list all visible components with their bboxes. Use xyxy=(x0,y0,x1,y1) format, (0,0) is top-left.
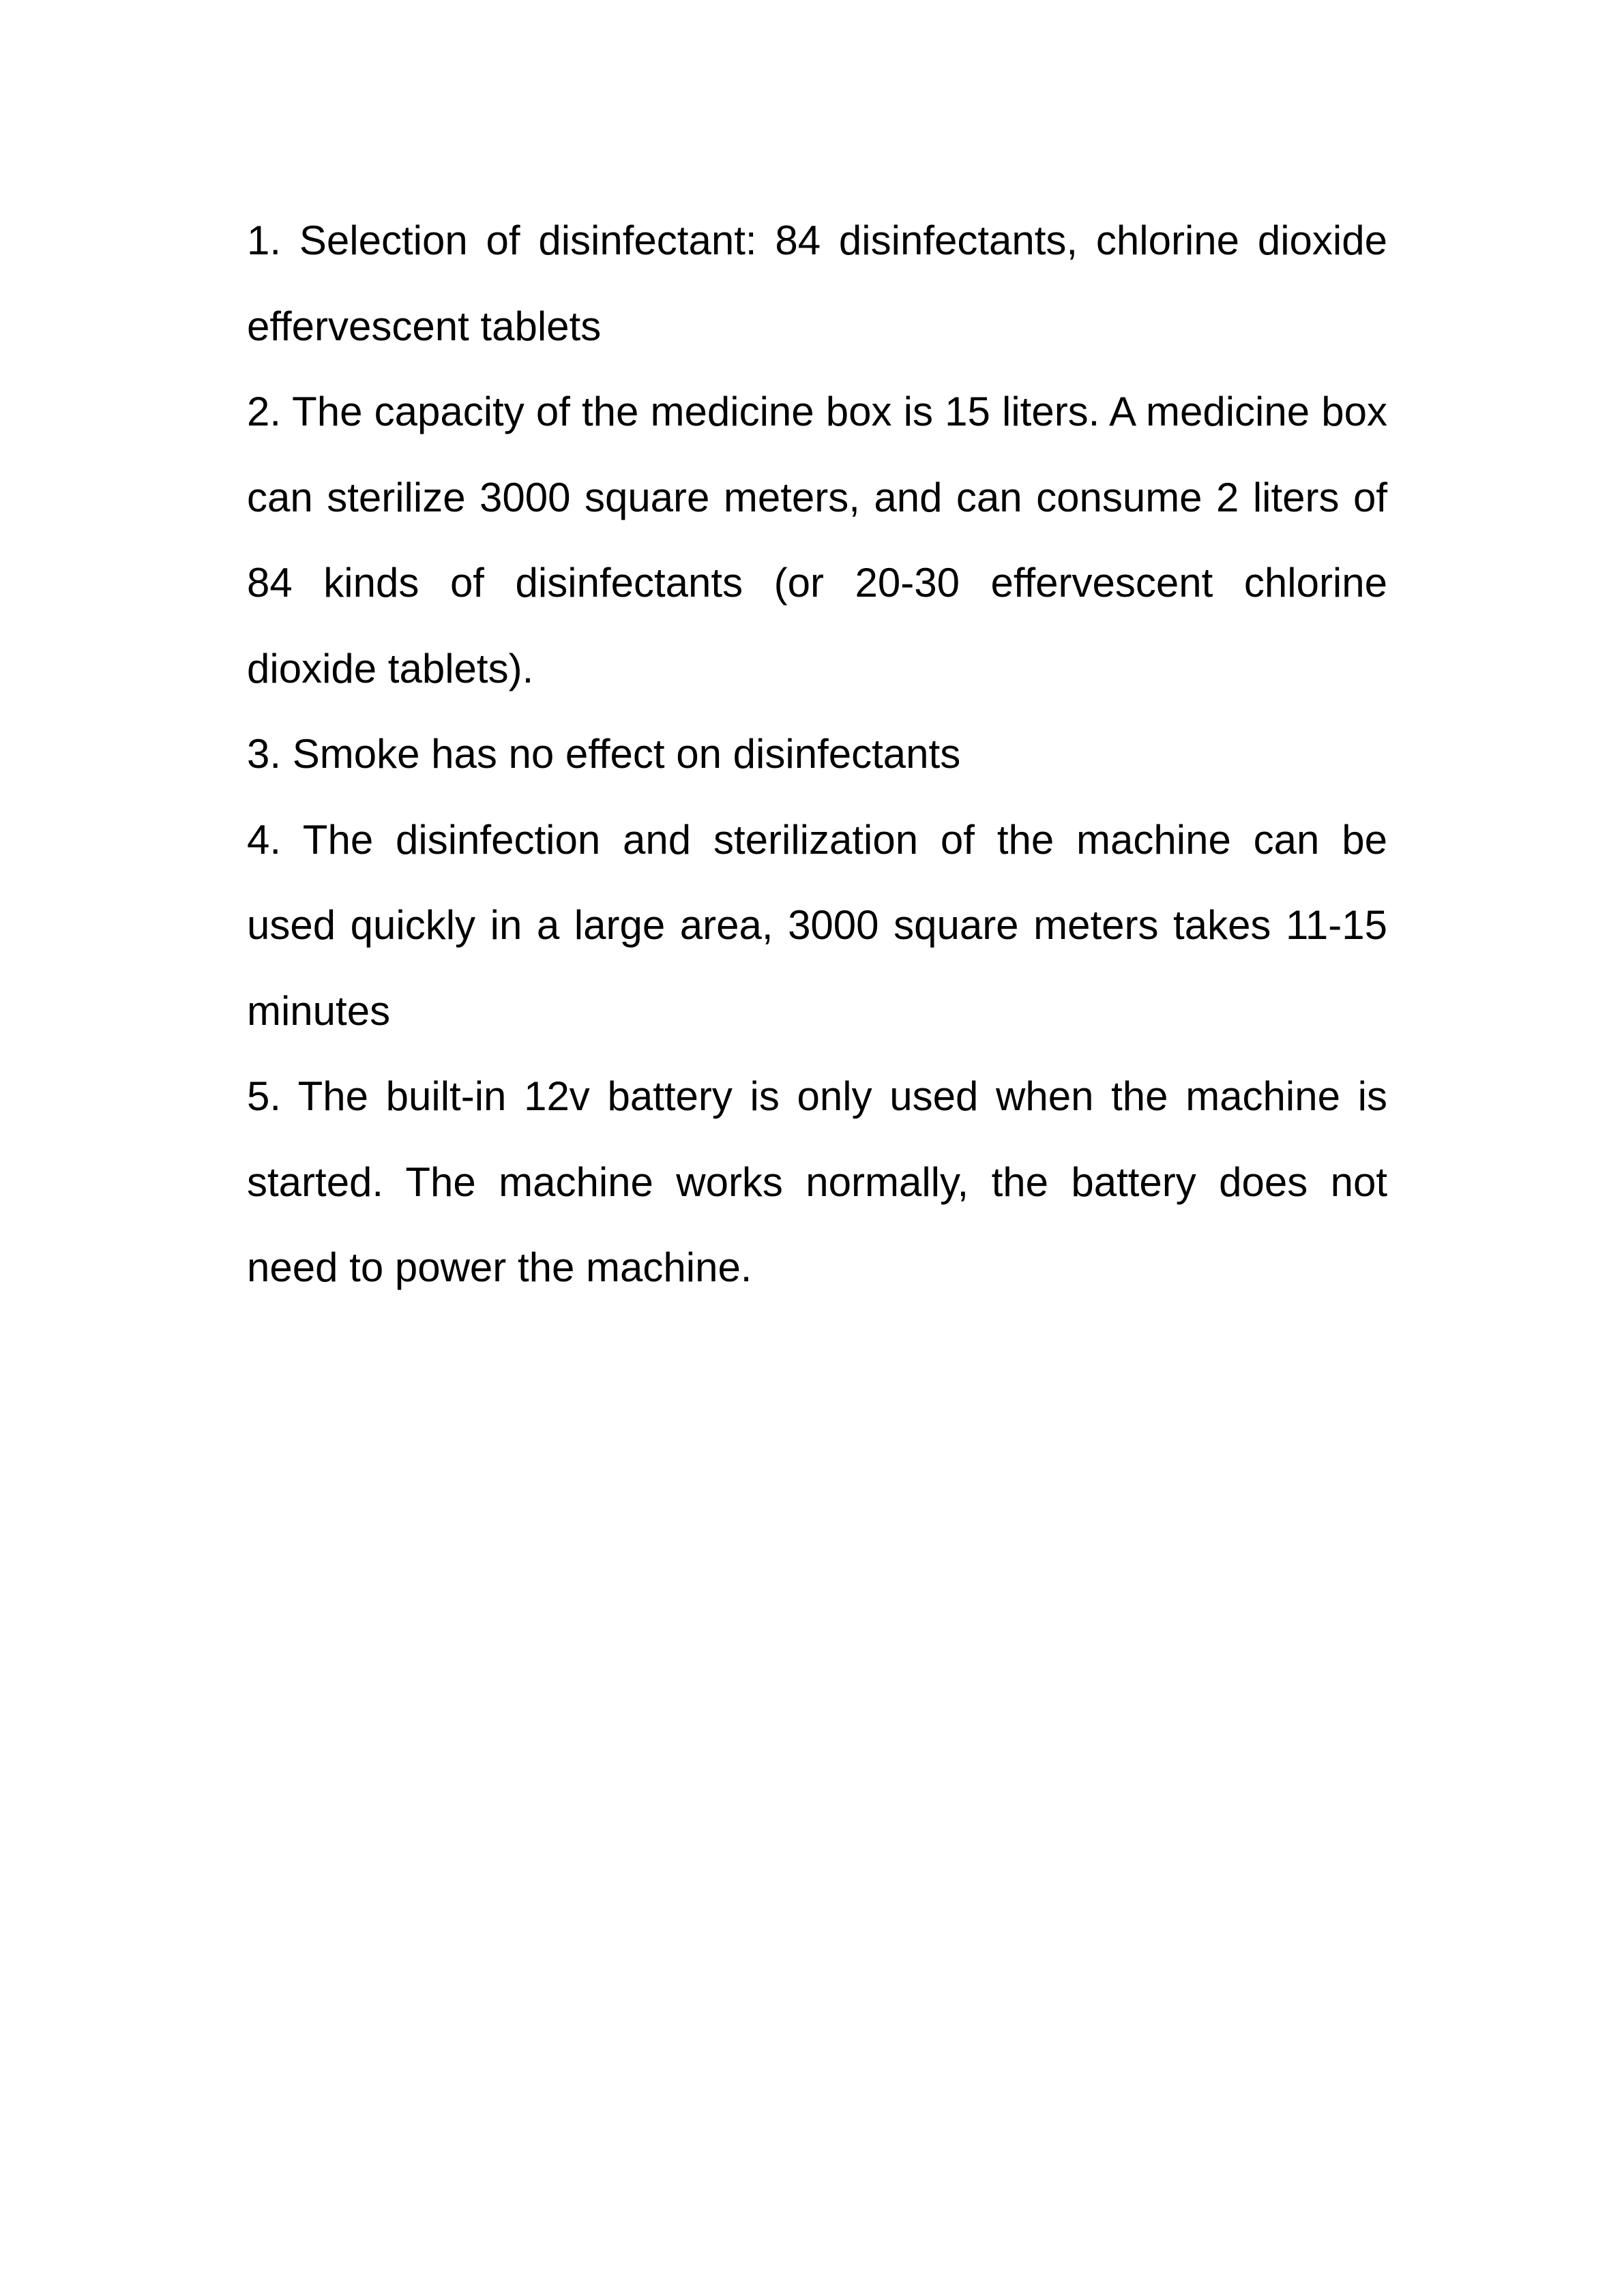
list-item-disinfectant-selection: 1. Selection of disinfectant: 84 disinfectants, chlorine dioxide effervescent tablets xyxy=(247,218,1387,349)
document-body xyxy=(247,198,1387,1311)
list-item-battery: 5. The built-in 12v battery is only used when the machine is started. The machine works normally, the battery does not need to power the machine. xyxy=(247,1073,1387,1290)
list-item-smoke-effect: 3. Smoke has no effect on disinfectants xyxy=(247,731,961,777)
list-item-medicine-box-capacity: 2. The capacity of the medicine box is 15 liters. A medicine box can sterilize 3000 square meters, and can consume 2 liters of 84 kinds of disinfectants (or 20-30 effervescent chlorine dioxide tablets). xyxy=(247,389,1387,691)
list-item-disinfection-speed: 4. The disinfection and sterilization of the machine can be used quickly in a large area, 3000 square meters takes 11-15 minutes xyxy=(247,816,1387,1034)
